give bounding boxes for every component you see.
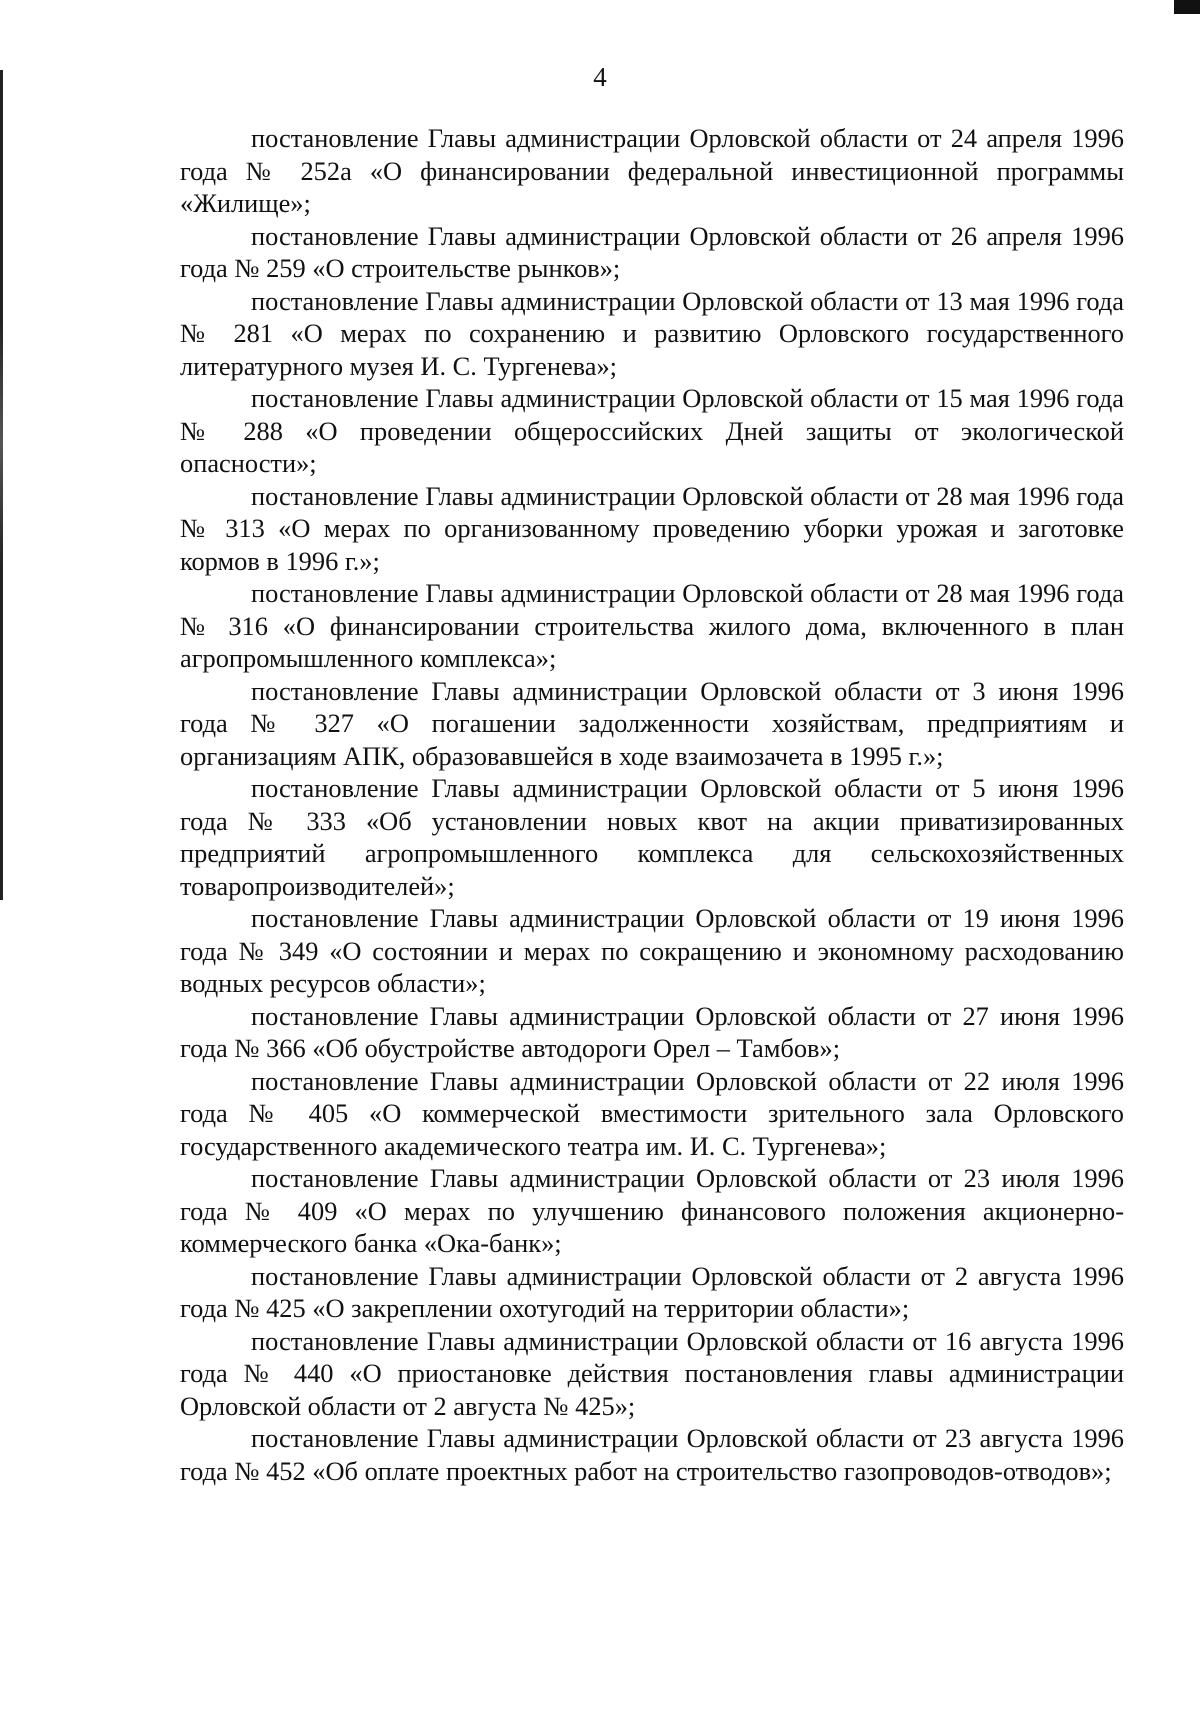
decree-item: постановление Главы администрации Орловской области от 23 августа 1996 года № 452 «Об оплате проектных работ на строительство газопроводов-отводов»; xyxy=(180,1423,1124,1486)
decree-item: постановление Главы администрации Орловской области от 5 июня 1996 года № 333 «Об установлении новых квот на акции приватизированных предприятий агропромышленного комплекса для сельскохозяйственных товаропроизводителей»; xyxy=(180,773,1124,901)
scan-corner-mark xyxy=(1174,0,1200,14)
decree-item: постановление Главы администрации Орловской области от 3 июня 1996 года № 327 «О погашении задолженности хозяйствам, предприятиям и организациям АПК, образовавшейся в ходе взаимозачета в 1995 г.»; xyxy=(180,675,1124,771)
decree-item: постановление Главы администрации Орловской области от 28 мая 1996 года № 313 «О мерах по организованному проведению уборки урожая и заготовке кормов в 1996 г.»; xyxy=(180,480,1124,576)
decree-item: постановление Главы администрации Орловской области от 28 мая 1996 года № 316 «О финансировании строительства жилого дома, включенного в план агропромышленного комплекса»; xyxy=(180,578,1124,673)
decree-item: постановление Главы администрации Орловской области от 26 апреля 1996 года № 259 «О строительстве рынков»; xyxy=(180,220,1124,283)
decree-item: постановление Главы администрации Орловской области от 2 августа 1996 года № 425 «О закреплении охотугодий на территории области»; xyxy=(180,1260,1124,1323)
decree-item: постановление Главы администрации Орловской области от 16 августа 1996 года № 440 «О приостановке действия постановления главы администрации Орловской области от 2 августа № 425»; xyxy=(180,1325,1124,1421)
decree-item: постановление Главы администрации Орловской области от 19 июня 1996 года № 349 «О состоянии и мерах по сокращению и экономному расходованию водных ресурсов области»; xyxy=(180,903,1124,998)
scan-edge-left xyxy=(0,70,3,900)
decree-item: постановление Главы администрации Орловской области от 24 апреля 1996 года № 252а «О финансировании федеральной инвестиционной программы «Жилище»; xyxy=(180,123,1124,218)
decree-item: постановление Главы администрации Орловской области от 13 мая 1996 года № 281 «О мерах по сохранению и развитию Орловского государственного литературного музея И. С. Тургенева»; xyxy=(180,285,1124,381)
decree-item: постановление Главы администрации Орловской области от 23 июля 1996 года № 409 «О мерах по улучшению финансового положения акционерно-коммерческого банка «Ока-банк»; xyxy=(180,1163,1124,1258)
page-number: 4 xyxy=(593,62,607,92)
decree-item: постановление Главы администрации Орловской области от 15 мая 1996 года № 288 «О проведении общероссийских Дней защиты от экологической опасности»; xyxy=(180,383,1124,478)
decree-item: постановление Главы администрации Орловской области от 27 июня 1996 года № 366 «Об обустройстве автодороги Орел – Тамбов»; xyxy=(180,1000,1124,1063)
document-body xyxy=(180,122,1124,1487)
decree-item: постановление Главы администрации Орловской области от 22 июля 1996 года № 405 «О коммерческой вместимости зрительного зала Орловского государственного академического театра им. И. С. Тургенева»; xyxy=(180,1065,1124,1161)
